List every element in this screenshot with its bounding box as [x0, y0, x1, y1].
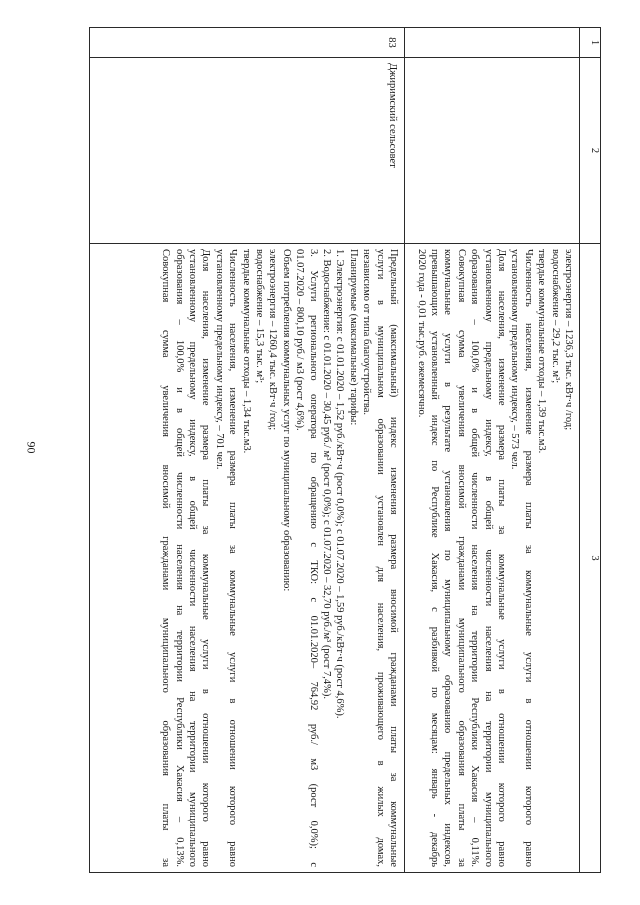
- text-line: 2020 года - 0,01 тыс.руб. ежемесячно.: [415, 249, 427, 418]
- text-line: водоснабжение – 29,2 тыс. м³;: [549, 249, 561, 384]
- text-line: образования – 100,0% и в общей численности населения на территории Республики Хакасия – 0,11%.: [469, 249, 481, 867]
- municipality-name: Джиримский сельсовет: [387, 63, 398, 168]
- text-line: установленному предельному индексу, в общей численности населения на территории муниципального: [186, 249, 198, 867]
- table-row-continuation: [405, 28, 580, 873]
- header-col-1: 1: [580, 28, 601, 58]
- text-line: Планируемые (максимальные) тарифы:: [347, 249, 359, 426]
- text-line: Доля населения, изменение размера платы за коммунальные услуги в отношении которого равно: [495, 249, 507, 867]
- header-col-2: 2: [580, 58, 601, 244]
- text-line: 1. Электроэнергия: с 01.01.2020 – 1,52 руб./кВт·ч (рост 0,0%); с 01.07.2020 – 1,59 руб./кВт·ч (рост 4,6%).: [334, 249, 346, 719]
- cont-text-cell: [405, 244, 580, 873]
- row-83-text: [157, 244, 404, 872]
- text-line: 3. Услуги регионального оператора по обращению с ТКО: с 01.01.2020– 764,92 руб./ м3 (рост 0,0%); с: [307, 249, 319, 867]
- rotated-page: [89, 27, 601, 872]
- text-line: Численность населения, изменение размера платы за коммунальные услуги в отношении которого равно: [522, 249, 534, 867]
- text-line: водоснабжение – 15,3 тыс. м³;: [253, 249, 265, 384]
- header-row: [580, 28, 601, 873]
- text-line: Объем потребления коммунальных услуг по муниципальному образованию:: [280, 249, 292, 592]
- text-line: превышающих установленный индекс по Республике Хакасия, с разбивкой по месяцам: январь - декабрь: [429, 249, 441, 867]
- text-line: Совокупная сумма увеличения вносимой гражданами муниципального образования платы за: [160, 249, 172, 867]
- cont-municipality-cell: [405, 58, 580, 244]
- text-line: Численность населения, изменение размера платы за коммунальные услуги в отношении которого равно: [227, 249, 239, 867]
- municipality-cell: [90, 58, 405, 244]
- text-line: электроэнергия – 1260,4 тыс. кВт·ч /год;: [267, 249, 279, 431]
- text-line: коммунальные услуги в результате установления по муниципальному образованию предельных индексов,: [442, 249, 454, 867]
- text-line: установленному предельному индексу, – 701 чел.: [213, 249, 225, 470]
- text-line: установленному предельному индексу, – 573 чел.: [509, 249, 521, 470]
- header-col-3: 3: [580, 244, 601, 873]
- page-number: 90: [24, 441, 39, 454]
- text-line: твердые коммунальные отходы – 1,34 тыс.м3.: [240, 249, 252, 454]
- text-line: образования – 100,0% и в общей численности населения на территории Республики Хакасия – 0,13%.: [173, 249, 185, 867]
- text-line: Доля населения, изменение размера платы за коммунальные услуги в отношении которого равно: [200, 249, 212, 867]
- cont-num-cell: [405, 28, 580, 58]
- text-line: независимо от типа благоустройства.: [361, 249, 373, 416]
- row-83-text-cell: [90, 244, 405, 873]
- text-line: установленному предельному индексу, в общей численности населения на территории муниципального: [482, 249, 494, 867]
- text-line: 2. Водоснабжение: с 01.01.2020 – 30,45 руб./ м³ (рост 0,0%); с 01.07.2020 – 32,70 руб./м³ (рост 7,4%).: [321, 249, 332, 699]
- cont-text: [412, 244, 579, 872]
- text-line: электроэнергия – 1236,3 тыс. кВт·ч /год;: [563, 249, 574, 431]
- tariff-table: [89, 27, 601, 873]
- text-line: Совокупная сумма увеличения вносимой гражданами муниципального образования платы за: [455, 249, 467, 867]
- text-line: Предельный (максимальный) индекс изменения размера вносимой гражданами платы за коммунальные: [388, 249, 399, 867]
- row-number: 83: [386, 37, 397, 48]
- table-row-83: [90, 28, 405, 873]
- text-line: услуги в муниципальном образовании установлен для населения, проживающего в жилых домах,: [374, 249, 386, 867]
- text-line: твердые коммунальные отходы – 1,39 тыс.м3.: [536, 249, 548, 454]
- row-number-cell: [90, 28, 405, 58]
- text-line: 01.07.2020 – 800,10 руб./ м3 (рост 4,6%).: [294, 249, 306, 431]
